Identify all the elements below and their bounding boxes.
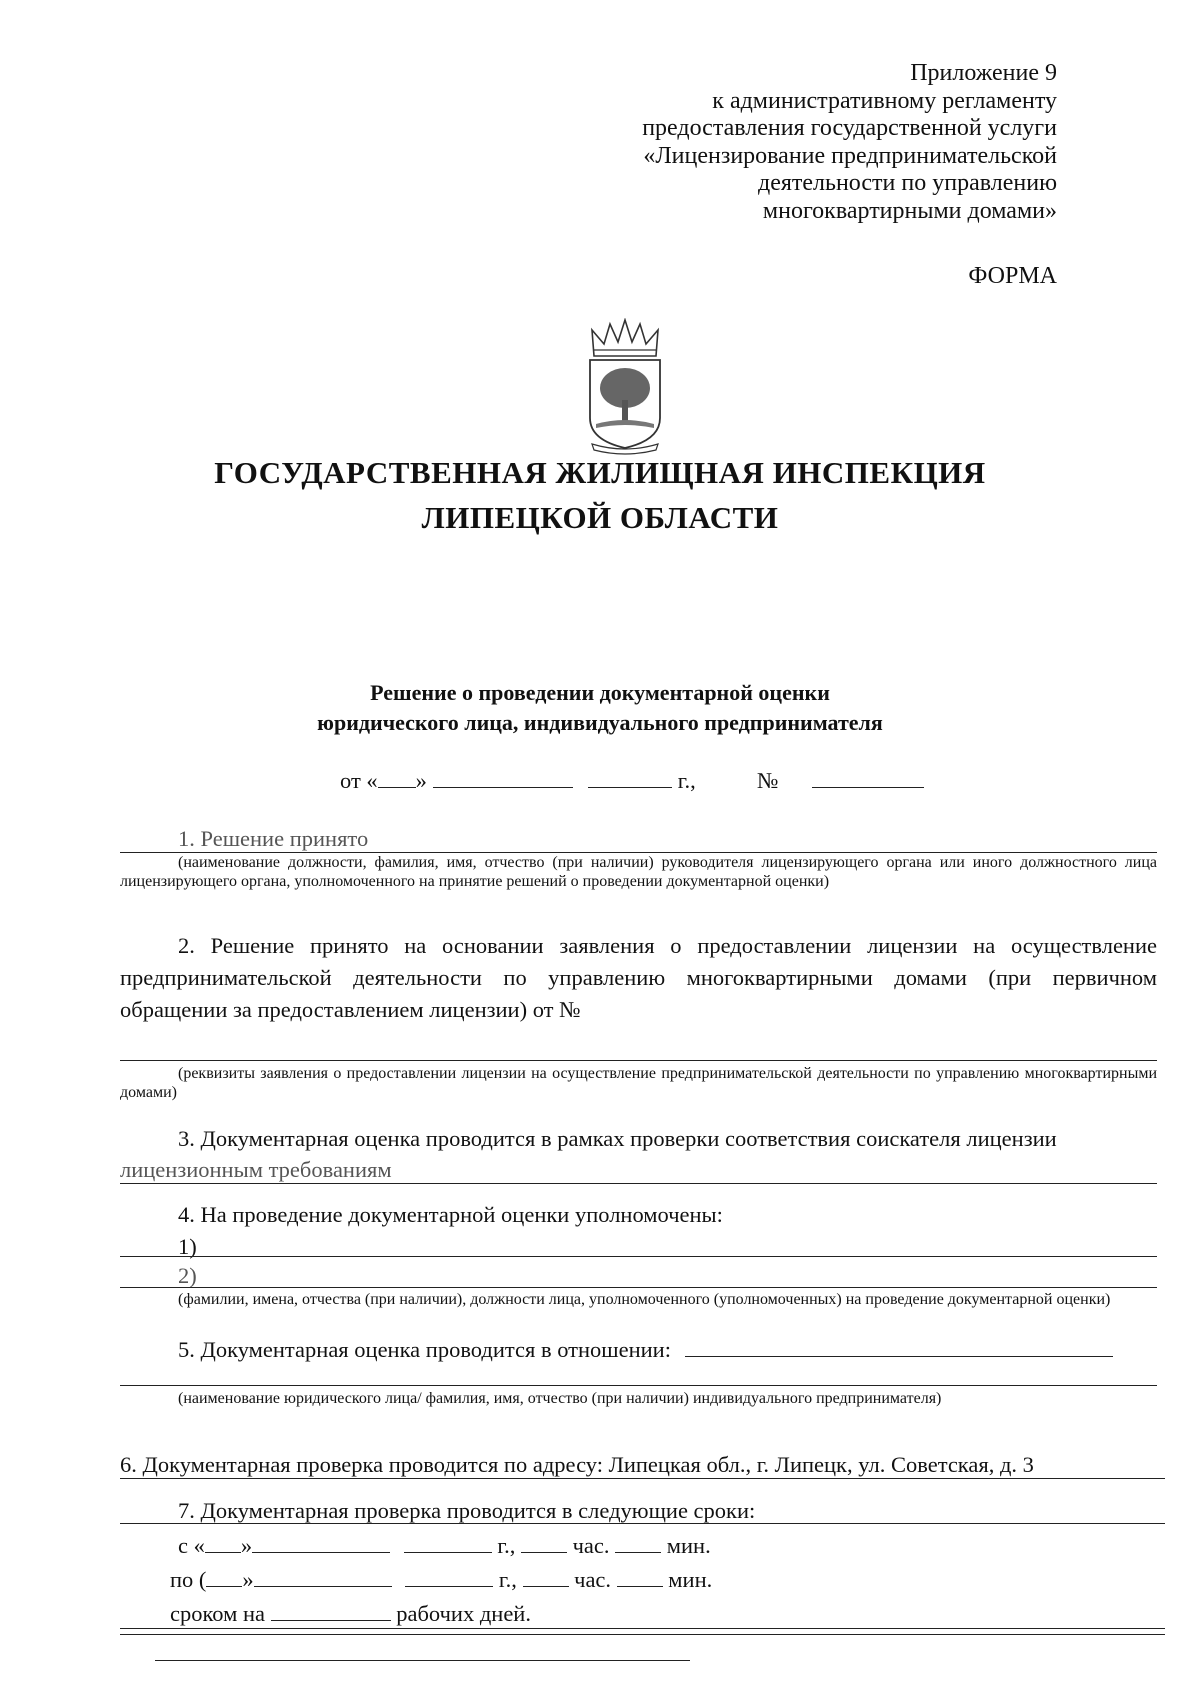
number-label: № [757, 768, 779, 793]
item-7-from-row [178, 1530, 711, 1561]
item-4-line-2[interactable] [120, 1287, 1157, 1288]
item-7-bottom-line-2 [120, 1634, 1165, 1635]
appendix-line: деятельности по управлению [758, 170, 1057, 196]
item-4-caption: (фамилии, имена, отчества (при наличии), должности лица, уполномоченного (уполномоченных) на проведение документарной оценки) [178, 1291, 1111, 1308]
to-minute-field[interactable] [617, 1564, 663, 1587]
date-month-field[interactable] [433, 765, 573, 788]
item-1-text: 1. Решение принято [178, 826, 369, 851]
from-minute-field[interactable] [615, 1530, 661, 1553]
document-title [0, 678, 1200, 738]
date-year-label: г., [677, 768, 696, 793]
document-title-line1: Решение о проведении документарной оценки [370, 680, 830, 705]
from-minute-label: мин. [666, 1533, 711, 1558]
to-minute-label: мин. [668, 1567, 713, 1592]
from-hour-label: час. [572, 1533, 610, 1558]
appendix-line: к административному регламенту [712, 87, 1057, 114]
item-5-caption: (наименование юридического лица/ фамилия, имя, отчество (при наличии) индивидуального предпринимателя) [178, 1390, 942, 1407]
item-7-line[interactable] [120, 1523, 1165, 1524]
from-hour-field[interactable] [521, 1530, 567, 1553]
appendix-block [642, 60, 1057, 225]
date-year-field[interactable] [588, 765, 672, 788]
appendix-line: многоквартирными домами» [762, 197, 1057, 224]
coat-of-arms-emblem [582, 318, 668, 458]
date-day-field[interactable] [378, 765, 416, 788]
to-day-field[interactable] [206, 1564, 242, 1587]
to-year-field[interactable] [405, 1564, 493, 1587]
item-5-text: 5. Документарная оценка проводится в отношении: [178, 1337, 671, 1362]
item-2-caption: (реквизиты заявления о предоставлении лицензии на осуществление предпринимательской деятельности по управлению многоквартирными домами) [120, 1065, 1157, 1101]
from-close-quote: » [240, 1533, 253, 1558]
from-year-field[interactable] [404, 1530, 492, 1553]
item-3-line[interactable] [120, 1183, 1157, 1184]
item-2-line[interactable] [120, 1060, 1157, 1061]
to-month-field[interactable] [254, 1564, 392, 1587]
to-hour-label: час. [574, 1567, 612, 1592]
signature-line[interactable] [155, 1660, 690, 1661]
from-month-field[interactable] [252, 1530, 390, 1553]
item-4-person-1: 1) [178, 1234, 197, 1259]
item-7-bottom-line-1 [120, 1628, 1165, 1629]
item-5-row [178, 1334, 1113, 1365]
item-7-text: 7. Документарная проверка проводится в следующие сроки: [178, 1498, 756, 1523]
item-5-line[interactable] [120, 1385, 1157, 1386]
from-label: с « [178, 1533, 205, 1558]
agency-name-line1: ГОСУДАРСТВЕННАЯ ЖИЛИЩНАЯ ИНСПЕКЦИЯ [214, 455, 986, 490]
agency-name-line2: ЛИПЕЦКОЙ ОБЛАСТИ [421, 500, 779, 535]
from-day-field[interactable] [205, 1530, 241, 1553]
item-6-text: 6. Документарная проверка проводится по адресу: Липецкая обл., г. Липецк, ул. Советская, д. 3 [120, 1452, 1034, 1477]
to-label: по ( [170, 1567, 207, 1592]
appendix-line: «Лицензирование предпринимательской [643, 142, 1057, 169]
item-5-field[interactable] [685, 1334, 1113, 1357]
item-3-text-continued: лицензионным требованиям [120, 1157, 392, 1182]
term-days-field[interactable] [271, 1598, 391, 1621]
to-hour-field[interactable] [523, 1564, 569, 1587]
date-from-label: от « [340, 768, 378, 793]
date-number-line [340, 765, 924, 796]
document-number-field[interactable] [812, 765, 924, 788]
item-4-text: 4. На проведение документарной оценки уполномочены: [178, 1202, 723, 1227]
term-label: сроком на [170, 1601, 265, 1626]
appendix-line: предоставления государственной услуги [642, 115, 1057, 141]
to-close-quote: » [242, 1567, 254, 1592]
from-year-label: г., [497, 1533, 516, 1558]
term-days-label: рабочих дней. [396, 1601, 531, 1626]
item-2-text: 2. Решение принято на основании заявления о предоставлении лицензии на осуществление предпринимательской деятельности по управлению многоквартирными домами (при первичном обращении за предоставлением лицензии) от № [120, 933, 1157, 1022]
date-close-quote: » [415, 768, 427, 793]
item-1-caption: (наименование должности, фамилия, имя, отчество (при наличии) руководителя лицензирующего органа или иного должностного лица лицензирующего органа, уполномоченного на принятие решений о проведении документарной оценки) [120, 854, 1157, 890]
item-3-text: 3. Документарная оценка проводится в рамках проверки соответствия соискателя лицензии [178, 1126, 1057, 1151]
item-4-person-2: 2) [178, 1263, 197, 1288]
to-year-label: г., [498, 1567, 517, 1592]
appendix-line: Приложение 9 [910, 60, 1057, 86]
item-4-line-1[interactable] [120, 1256, 1157, 1257]
form-label: ФОРМА [968, 263, 1057, 289]
item-7-term-row [170, 1598, 531, 1629]
item-7-to-row [170, 1564, 712, 1595]
item-6-line[interactable] [120, 1478, 1165, 1479]
document-title-line2: юридического лица, индивидуального предпринимателя [317, 710, 883, 735]
